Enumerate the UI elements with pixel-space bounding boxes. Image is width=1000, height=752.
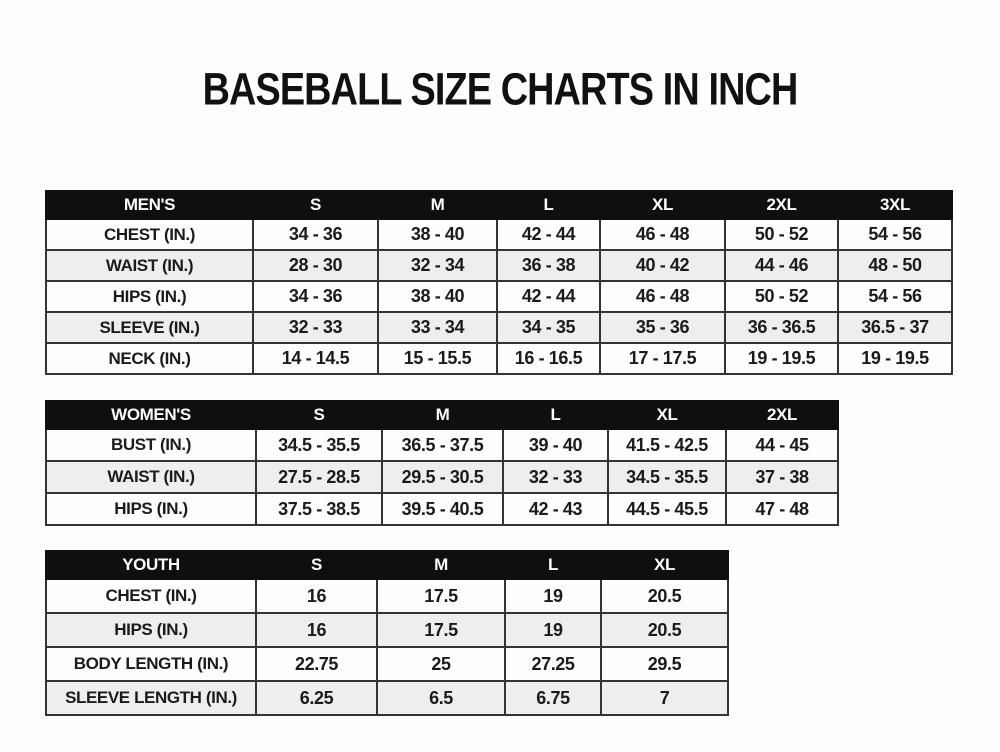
column-header: S (253, 191, 378, 219)
size-cell: 20.5 (601, 579, 728, 613)
size-cell: 19 - 19.5 (725, 343, 838, 374)
table-row (46, 219, 952, 250)
header-row (46, 191, 952, 219)
table-row (46, 613, 728, 647)
size-cell: 33 - 34 (378, 312, 497, 343)
size-cell: 32 - 33 (503, 461, 608, 493)
size-cell: 17.5 (377, 579, 505, 613)
size-cell: 17 - 17.5 (600, 343, 725, 374)
size-cell: 27.5 - 28.5 (256, 461, 382, 493)
table-row (46, 681, 728, 715)
column-header: M (382, 401, 503, 429)
row-label: HIPS (IN.) (46, 281, 253, 312)
size-cell: 16 (256, 579, 377, 613)
size-cell: 22.75 (256, 647, 377, 681)
size-cell: 44 - 45 (726, 429, 838, 461)
header-row (46, 401, 838, 429)
row-label: WAIST (IN.) (46, 461, 256, 493)
size-cell: 54 - 56 (838, 219, 952, 250)
size-cell: 7 (601, 681, 728, 715)
size-cell: 36.5 - 37.5 (382, 429, 503, 461)
size-cell: 34.5 - 35.5 (608, 461, 726, 493)
table-row (46, 647, 728, 681)
table-row (46, 429, 838, 461)
size-cell: 19 - 19.5 (838, 343, 952, 374)
size-cell: 44.5 - 45.5 (608, 493, 726, 525)
size-cell: 44 - 46 (725, 250, 838, 281)
size-cell: 17.5 (377, 613, 505, 647)
size-cell: 37.5 - 38.5 (256, 493, 382, 525)
row-label: SLEEVE LENGTH (IN.) (46, 681, 256, 715)
size-cell: 42 - 44 (497, 219, 600, 250)
size-cell: 19 (505, 579, 601, 613)
table-row (46, 493, 838, 525)
size-cell: 46 - 48 (600, 281, 725, 312)
column-header: XL (608, 401, 726, 429)
size-cell: 34 - 36 (253, 281, 378, 312)
row-label: BODY LENGTH (IN.) (46, 647, 256, 681)
column-header: S (256, 551, 377, 579)
column-header: M (377, 551, 505, 579)
table-row (46, 281, 952, 312)
size-cell: 16 (256, 613, 377, 647)
row-label: HIPS (IN.) (46, 493, 256, 525)
size-cell: 40 - 42 (600, 250, 725, 281)
size-cell: 50 - 52 (725, 219, 838, 250)
size-cell: 6.75 (505, 681, 601, 715)
size-cell: 36 - 36.5 (725, 312, 838, 343)
size-cell: 27.25 (505, 647, 601, 681)
table-row (46, 461, 838, 493)
table-row (46, 579, 728, 613)
row-label: NECK (IN.) (46, 343, 253, 374)
size-cell: 6.25 (256, 681, 377, 715)
size-cell: 38 - 40 (378, 219, 497, 250)
size-cell: 29.5 (601, 647, 728, 681)
size-cell: 39.5 - 40.5 (382, 493, 503, 525)
page-title: BASEBALL SIZE CHARTS IN INCH (202, 64, 798, 116)
size-cell: 47 - 48 (726, 493, 838, 525)
size-cell: 41.5 - 42.5 (608, 429, 726, 461)
table-row (46, 250, 952, 281)
size-cell: 19 (505, 613, 601, 647)
size-cell: 39 - 40 (503, 429, 608, 461)
size-cell: 42 - 44 (497, 281, 600, 312)
size-cell: 37 - 38 (726, 461, 838, 493)
row-label: CHEST (IN.) (46, 579, 256, 613)
table-title-cell: WOMEN'S (46, 401, 256, 429)
column-header: M (378, 191, 497, 219)
row-label: SLEEVE (IN.) (46, 312, 253, 343)
size-cell: 34 - 36 (253, 219, 378, 250)
size-cell: 32 - 33 (253, 312, 378, 343)
column-header: L (497, 191, 600, 219)
row-label: BUST (IN.) (46, 429, 256, 461)
size-cell: 35 - 36 (600, 312, 725, 343)
mens-size-table (45, 190, 953, 375)
size-cell: 20.5 (601, 613, 728, 647)
table-row (46, 343, 952, 374)
column-header: 2XL (726, 401, 838, 429)
table-title-cell: MEN'S (46, 191, 253, 219)
size-cell: 36 - 38 (497, 250, 600, 281)
size-cell: 50 - 52 (725, 281, 838, 312)
size-cell: 36.5 - 37 (838, 312, 952, 343)
size-cell: 54 - 56 (838, 281, 952, 312)
header-row (46, 551, 728, 579)
table-row (46, 312, 952, 343)
size-cell: 28 - 30 (253, 250, 378, 281)
size-cell: 6.5 (377, 681, 505, 715)
row-label: HIPS (IN.) (46, 613, 256, 647)
size-cell: 32 - 34 (378, 250, 497, 281)
size-cell: 14 - 14.5 (253, 343, 378, 374)
size-cell: 15 - 15.5 (378, 343, 497, 374)
column-header: XL (601, 551, 728, 579)
row-label: WAIST (IN.) (46, 250, 253, 281)
size-cell: 42 - 43 (503, 493, 608, 525)
table-title-cell: YOUTH (46, 551, 256, 579)
column-header: 2XL (725, 191, 838, 219)
womens-size-table (45, 400, 839, 526)
column-header: 3XL (838, 191, 952, 219)
row-label: CHEST (IN.) (46, 219, 253, 250)
column-header: L (503, 401, 608, 429)
size-cell: 25 (377, 647, 505, 681)
size-cell: 16 - 16.5 (497, 343, 600, 374)
column-header: L (505, 551, 601, 579)
column-header: S (256, 401, 382, 429)
size-cell: 34.5 - 35.5 (256, 429, 382, 461)
youth-size-table (45, 550, 729, 716)
size-cell: 34 - 35 (497, 312, 600, 343)
size-cell: 48 - 50 (838, 250, 952, 281)
size-cell: 29.5 - 30.5 (382, 461, 503, 493)
size-cell: 46 - 48 (600, 219, 725, 250)
size-cell: 38 - 40 (378, 281, 497, 312)
column-header: XL (600, 191, 725, 219)
